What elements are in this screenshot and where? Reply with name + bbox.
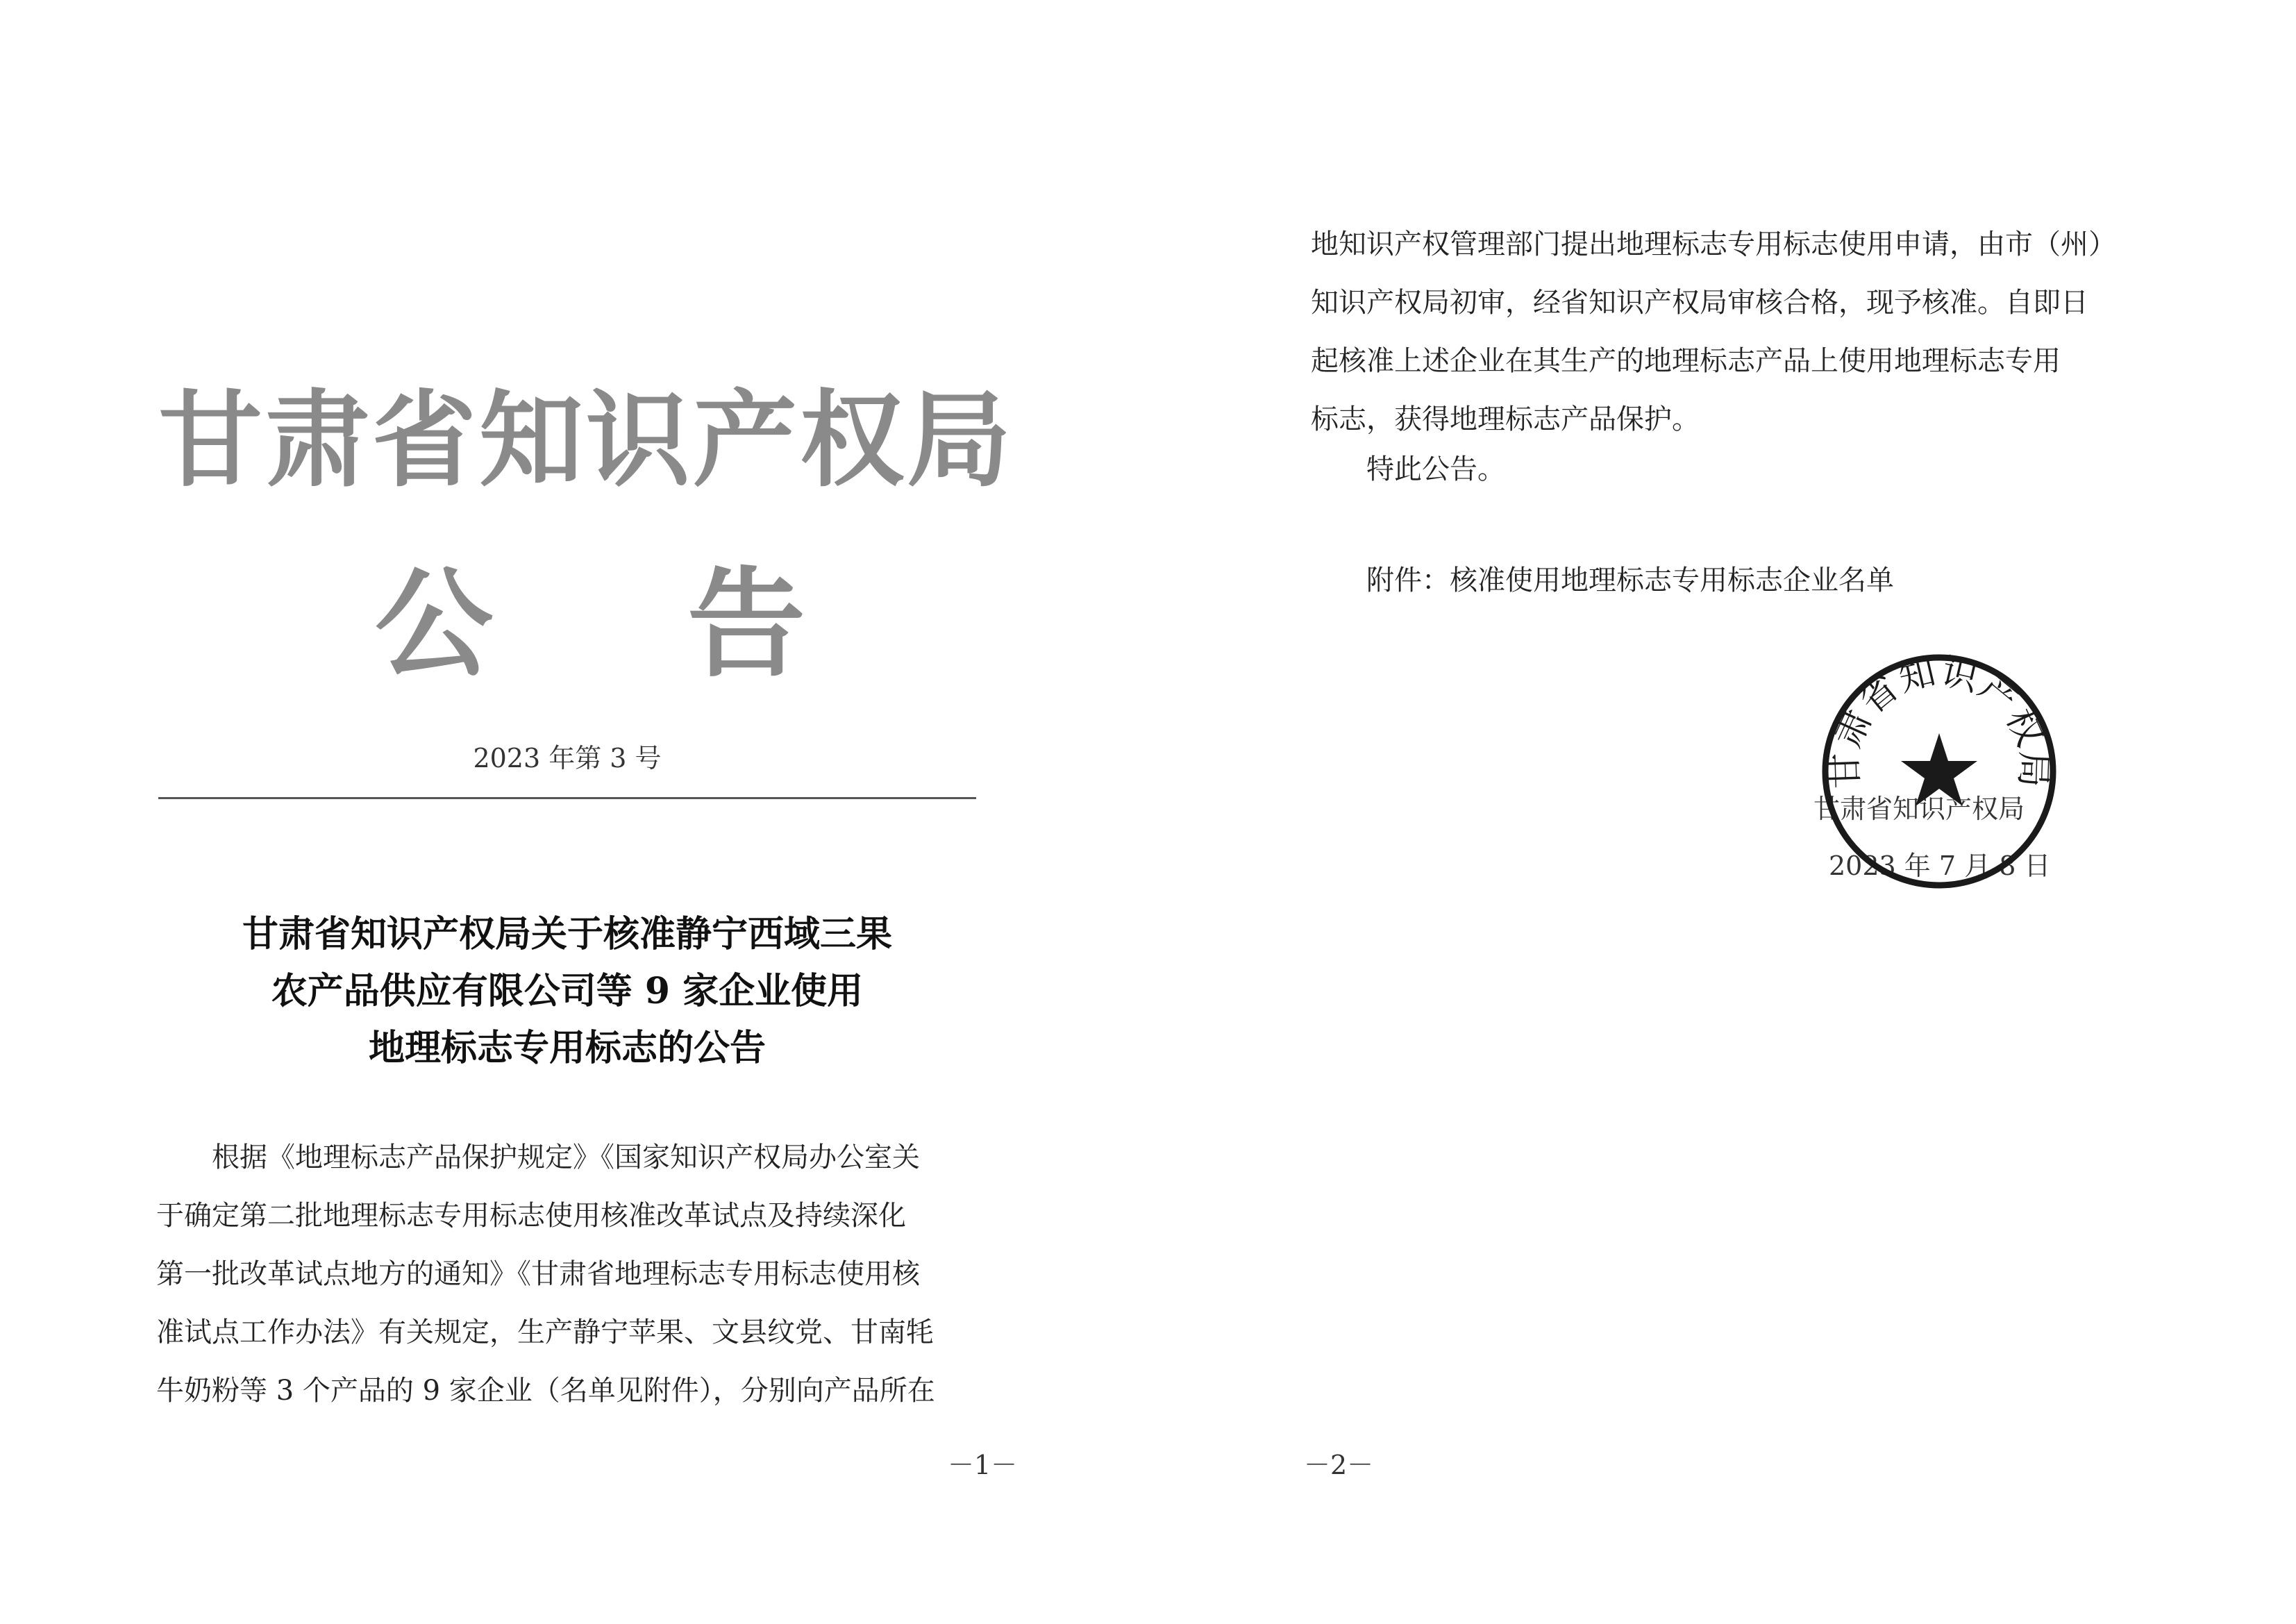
header-divider xyxy=(158,797,976,799)
body-line: 起核准上述企业在其生产的地理标志产品上使用地理标志专用 xyxy=(1311,345,2061,377)
body-text-page-2 xyxy=(1311,215,2179,449)
attachment-reference: 附件：核准使用地理标志专用标志企业名单 xyxy=(1366,564,1894,596)
title-line: 农产品供应有限公司等 9 家企业使用 xyxy=(271,970,864,1012)
body-line: 于确定第二批地理标志专用标志使用核准改革试点及持续深化 xyxy=(156,1200,906,1232)
body-text-page-1 xyxy=(156,1128,1010,1420)
body-line: 第一批改革试点地方的通知》《甘肃省地理标志专用标志使用核 xyxy=(156,1258,920,1290)
title-line: 地理标志专用标志的公告 xyxy=(368,1027,766,1069)
body-line: 知识产权局初审，经省知识产权局审核合格，现予核准。自即日 xyxy=(1311,287,2088,319)
seal-star-icon xyxy=(1901,733,1977,806)
body-line: 地知识产权管理部门提出地理标志专用标志使用申请，由市（州） xyxy=(1311,228,2116,260)
closing-statement: 特此公告。 xyxy=(1366,453,1505,485)
doc-type-char-2: 告 xyxy=(687,556,805,694)
document-type-heading xyxy=(375,555,805,694)
doc-type-char-1: 公 xyxy=(375,556,494,694)
signature-agency: 甘肃省知识产权局 xyxy=(1813,794,2025,824)
notice-title xyxy=(158,906,976,1077)
seal-text: 甘肃省知识产权局 xyxy=(1824,651,2054,789)
body-line: 标志，获得地理标志产品保护。 xyxy=(1311,403,1700,435)
agency-header: 甘肃省知识产权局 xyxy=(158,380,1014,501)
document-number: 2023 年第 3 号 xyxy=(473,743,662,773)
title-line: 甘肃省知识产权局关于核准静宁西域三果 xyxy=(242,913,892,955)
body-line: 根据《地理标志产品保护规定》《国家知识产权局办公室关 xyxy=(212,1141,920,1173)
body-line: 准试点工作办法》有关规定，生产静宁苹果、文县纹党、甘南牦 xyxy=(156,1316,934,1348)
page-number-1: －1－ xyxy=(948,1450,1018,1480)
signature-date: 2023 年 7 月 8 日 xyxy=(1829,851,2051,881)
body-line: 牛奶粉等 3 个产品的 9 家企业（名单见附件），分别向产品所在 xyxy=(156,1375,935,1407)
official-seal-stamp xyxy=(1818,650,2061,893)
page-number-2: －2－ xyxy=(1304,1450,1374,1480)
